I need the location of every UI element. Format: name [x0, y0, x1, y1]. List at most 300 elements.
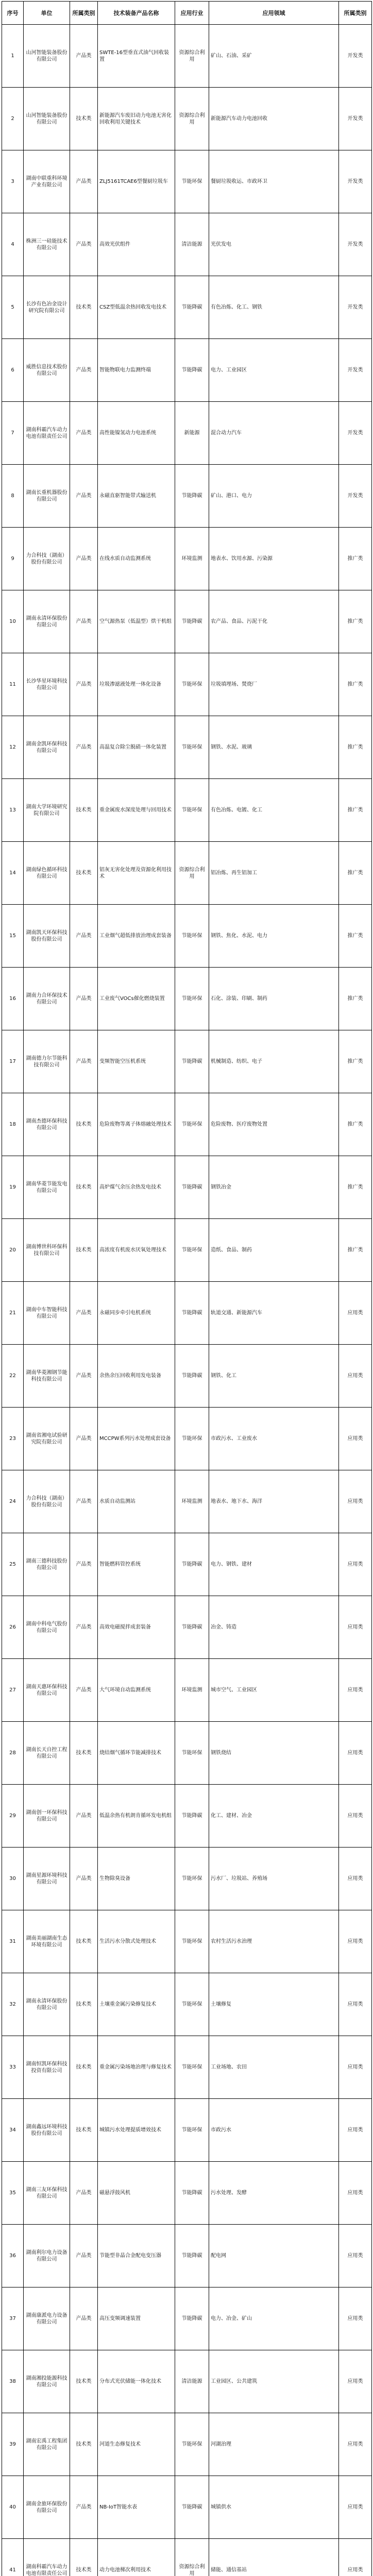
cell-category: 技术类	[70, 88, 98, 150]
table-row	[2, 905, 372, 968]
cell-field: 环境监测	[175, 1470, 209, 1533]
cell-category: 技术类	[70, 2099, 98, 2162]
cell-field: 资源综合利用	[175, 88, 209, 150]
table-row	[2, 1722, 372, 1785]
cell-field: 清洁能源	[175, 213, 209, 276]
cell-area: 机械制造、纺织、电子	[209, 1030, 339, 1093]
cell-category: 技术类	[70, 2036, 98, 2099]
cell-stage: 推广类	[339, 842, 372, 905]
cell-category: 产品类	[70, 2162, 98, 2225]
cell-name: 新能源汽车废旧动力电池无害化回收利用关键技术	[98, 88, 175, 150]
table-row	[2, 1282, 372, 1345]
cell-unit: 株洲三一硅能技术有限公司	[24, 213, 70, 276]
cell-unit: 湖南力合环保技术有限公司	[24, 968, 70, 1030]
cell-name: 高效电磁搅拌成套装备	[98, 1596, 175, 1659]
table-row	[2, 1345, 372, 1408]
header-category: 所属类别	[70, 2, 98, 25]
cell-name: 生活污水分散式处理技术	[98, 1910, 175, 1973]
cell-unit: 湖南永清环保股份有限公司	[24, 590, 70, 653]
cell-no: 39	[2, 2413, 24, 2476]
cell-stage: 推广类	[339, 968, 372, 1030]
cell-area: 污水处理、发酵	[209, 2162, 339, 2225]
cell-area: 光伏发电	[209, 213, 339, 276]
header-name: 技术装备产品名称	[98, 2, 175, 25]
table-row	[2, 1785, 372, 1848]
cell-field: 新能源	[175, 402, 209, 465]
cell-no: 3	[2, 150, 24, 213]
header-field: 应用行业	[175, 2, 209, 25]
cell-name: 磁悬浮鼓风机	[98, 2162, 175, 2225]
cell-name: 高压变频调速装置	[98, 2287, 175, 2350]
cell-unit: 湖南科霸汽车动力电池有限责任公司	[24, 2539, 70, 2576]
cell-field: 节能环保	[175, 779, 209, 842]
cell-no: 15	[2, 905, 24, 968]
cell-name: 土壤重金属污染修复技术	[98, 1973, 175, 2036]
cell-stage: 应用类	[339, 1722, 372, 1785]
cell-category: 产品类	[70, 2476, 98, 2539]
cell-stage: 开发类	[339, 339, 372, 402]
cell-stage: 应用类	[339, 2476, 372, 2539]
cell-category: 产品类	[70, 653, 98, 716]
cell-unit: 力合科技（湖南）股份有限公司	[24, 1470, 70, 1533]
cell-name: 智能物联电力监测终端	[98, 339, 175, 402]
table-row	[2, 1533, 372, 1596]
cell-stage: 应用类	[339, 1408, 372, 1470]
cell-field: 资源综合利用	[175, 25, 209, 88]
cell-area: 地表水、地下水、海洋	[209, 1470, 339, 1533]
cell-category: 产品类	[70, 1282, 98, 1345]
cell-stage: 应用类	[339, 1470, 372, 1533]
cell-no: 12	[2, 716, 24, 779]
cell-field: 节能降碳	[175, 2162, 209, 2225]
cell-stage: 推广类	[339, 716, 372, 779]
cell-field: 节能环保	[175, 653, 209, 716]
cell-field: 节能环保	[175, 2099, 209, 2162]
table-row	[2, 653, 372, 716]
cell-stage: 推广类	[339, 1030, 372, 1093]
cell-stage: 应用类	[339, 1848, 372, 1910]
table-row	[2, 968, 372, 1030]
table-row	[2, 1848, 372, 1910]
cell-category: 技术类	[70, 842, 98, 905]
cell-unit: 山河智能装备股份有限公司	[24, 88, 70, 150]
cell-field: 节能降碳	[175, 339, 209, 402]
cell-field: 节能环保	[175, 2036, 209, 2099]
cell-no: 25	[2, 1533, 24, 1596]
cell-unit: 威胜信息技术股份有限公司	[24, 339, 70, 402]
cell-name: 余热余压回收利用发电装备	[98, 1345, 175, 1408]
cell-no: 34	[2, 2099, 24, 2162]
cell-category: 技术类	[70, 1219, 98, 1282]
cell-name: 动力电池梯次利用技术	[98, 2539, 175, 2576]
cell-no: 33	[2, 2036, 24, 2099]
cell-category: 产品类	[70, 339, 98, 402]
cell-no: 32	[2, 1973, 24, 2036]
cell-name: ZLJ5161TCAE6型餐厨垃圾车	[98, 150, 175, 213]
cell-category: 产品类	[70, 716, 98, 779]
cell-category: 产品类	[70, 1408, 98, 1470]
cell-field: 资源综合利用	[175, 2539, 209, 2576]
table-row	[2, 2099, 372, 2162]
cell-name: 空气源热泵（低温型）烘干机组	[98, 590, 175, 653]
cell-field: 环境监测	[175, 528, 209, 590]
cell-no: 11	[2, 653, 24, 716]
equipment-table	[2, 1, 372, 2576]
cell-field: 节能环保	[175, 1722, 209, 1785]
cell-field: 节能环保	[175, 1093, 209, 1156]
cell-no: 8	[2, 465, 24, 528]
cell-category: 技术类	[70, 2350, 98, 2413]
cell-unit: 湖南绿色循环科技有限公司	[24, 842, 70, 905]
cell-unit: 湖南康派电力设备有限公司	[24, 2287, 70, 2350]
cell-stage: 推广类	[339, 590, 372, 653]
cell-name: 河道生态修复技术	[98, 2413, 175, 2476]
cell-name: 节能型非晶合金配电变压器	[98, 2225, 175, 2287]
cell-category: 产品类	[70, 2225, 98, 2287]
cell-no: 40	[2, 2476, 24, 2539]
cell-name: 重金属废水深度处理与回用技术	[98, 779, 175, 842]
cell-area: 钢铁烧结	[209, 1722, 339, 1785]
cell-unit: 湖南湘投能源科技有限公司	[24, 2350, 70, 2413]
cell-category: 产品类	[70, 1030, 98, 1093]
cell-unit: 长沙有色冶金设计研究院有限公司	[24, 276, 70, 339]
cell-name: 低温余热有机朗肯循环发电机组	[98, 1785, 175, 1848]
table-row	[2, 1659, 372, 1722]
cell-area: 市政污水、工业废水	[209, 1408, 339, 1470]
cell-unit: 湖南大学环境研究院有限公司	[24, 779, 70, 842]
cell-no: 28	[2, 1722, 24, 1785]
cell-stage: 应用类	[339, 1785, 372, 1848]
cell-field: 节能环保	[175, 1910, 209, 1973]
cell-unit: 湖南德力尔节能科技有限公司	[24, 1030, 70, 1093]
table-row	[2, 276, 372, 339]
cell-category: 技术类	[70, 1973, 98, 2036]
cell-area: 电力、冶金、矿山	[209, 2287, 339, 2350]
cell-category: 技术类	[70, 779, 98, 842]
cell-name: 高浓度有机废水厌氧处理技术	[98, 1219, 175, 1282]
cell-stage: 推广类	[339, 1093, 372, 1156]
cell-area: 轨道交通、新能源汽车	[209, 1282, 339, 1345]
cell-no: 21	[2, 1282, 24, 1345]
cell-no: 4	[2, 213, 24, 276]
cell-name: 水质自动监测站	[98, 1470, 175, 1533]
cell-stage: 开发类	[339, 276, 372, 339]
cell-area: 矿山、港口、电力	[209, 465, 339, 528]
cell-unit: 湖南宏禹工程集团有限公司	[24, 2413, 70, 2476]
cell-category: 产品类	[70, 590, 98, 653]
cell-unit: 湖南省湘电试验研究院有限公司	[24, 1408, 70, 1470]
cell-field: 节能环保	[175, 905, 209, 968]
cell-field: 节能降碳	[175, 1533, 209, 1596]
cell-category: 技术类	[70, 1722, 98, 1785]
table-row	[2, 590, 372, 653]
cell-field: 节能降碳	[175, 1030, 209, 1093]
cell-name: 高效光伏组件	[98, 213, 175, 276]
table-row	[2, 2539, 372, 2576]
cell-name: 铝灰无害化处理及资源化利用技术	[98, 842, 175, 905]
cell-area: 电力、钢铁、建材	[209, 1533, 339, 1596]
table-row	[2, 2413, 372, 2476]
cell-name: 在线水质自动监测系统	[98, 528, 175, 590]
cell-no: 24	[2, 1470, 24, 1533]
cell-area: 有色冶炼、化工、钢铁	[209, 276, 339, 339]
cell-area: 钢铁、化工	[209, 1345, 339, 1408]
cell-field: 节能降碳	[175, 2225, 209, 2287]
cell-area: 工业园区、公共建筑	[209, 2350, 339, 2413]
cell-unit: 湖南永清环保股份有限公司	[24, 1973, 70, 2036]
table-row	[2, 150, 372, 213]
cell-name: 工业烟气超低排放治理成套装备	[98, 905, 175, 968]
cell-no: 23	[2, 1408, 24, 1470]
cell-category: 产品类	[70, 1785, 98, 1848]
cell-unit: 湖南华菱节能发电有限公司	[24, 1156, 70, 1219]
cell-unit: 力合科技（湖南）股份有限公司	[24, 528, 70, 590]
cell-category: 产品类	[70, 905, 98, 968]
cell-area: 餐厨垃圾收运、市政环卫	[209, 150, 339, 213]
cell-category: 产品类	[70, 25, 98, 88]
table-row	[2, 88, 372, 150]
header-unit: 单位	[24, 2, 70, 25]
cell-name: 变频智能空压机系统	[98, 1030, 175, 1093]
cell-field: 节能降碳	[175, 2287, 209, 2350]
cell-name: NB-IoT智能水表	[98, 2476, 175, 2539]
cell-stage: 应用类	[339, 2350, 372, 2413]
cell-unit: 湖南华菱湘钢节能科技有限公司	[24, 1345, 70, 1408]
cell-stage: 开发类	[339, 465, 372, 528]
cell-name: SWTE-16型垂直式油气回收装置	[98, 25, 175, 88]
table-row	[2, 2225, 372, 2287]
cell-unit: 山河智能装备股份有限公司	[24, 25, 70, 88]
cell-area: 农村生活污水治理	[209, 1910, 339, 1973]
cell-name: 危险废物等离子体熔融处理技术	[98, 1093, 175, 1156]
table-row	[2, 1219, 372, 1282]
cell-unit: 长沙华星环境科技有限公司	[24, 653, 70, 716]
cell-no: 7	[2, 402, 24, 465]
table-row	[2, 465, 372, 528]
cell-unit: 湖南博世科环保科技有限公司	[24, 1219, 70, 1282]
cell-unit: 湖南创一环保科技有限公司	[24, 1785, 70, 1848]
cell-unit: 湖南天惠环保科技有限公司	[24, 1659, 70, 1722]
cell-category: 产品类	[70, 402, 98, 465]
cell-category: 产品类	[70, 213, 98, 276]
cell-area: 土壤修复	[209, 1973, 339, 2036]
cell-no: 26	[2, 1596, 24, 1659]
cell-name: 永磁直驱智能带式输送机	[98, 465, 175, 528]
cell-field: 资源综合利用	[175, 842, 209, 905]
cell-stage: 推广类	[339, 528, 372, 590]
cell-stage: 推广类	[339, 779, 372, 842]
cell-category: 产品类	[70, 1659, 98, 1722]
cell-area: 有色冶炼、电镀、化工	[209, 779, 339, 842]
table-row	[2, 339, 372, 402]
cell-name: CSZ型低温余热回收发电技术	[98, 276, 175, 339]
cell-name: MCCPW系列污水处理成套设备	[98, 1408, 175, 1470]
cell-no: 27	[2, 1659, 24, 1722]
cell-unit: 湖南中车智能科技有限公司	[24, 1282, 70, 1345]
cell-unit: 湖南三友环保科技有限公司	[24, 2162, 70, 2225]
cell-stage: 推广类	[339, 1219, 372, 1282]
cell-unit: 湖南中联重科环境产业有限公司	[24, 150, 70, 213]
cell-field: 环境监测	[175, 1659, 209, 1722]
table-row	[2, 1093, 372, 1156]
cell-stage: 应用类	[339, 1533, 372, 1596]
table-row	[2, 2476, 372, 2539]
cell-stage: 推广类	[339, 1156, 372, 1219]
cell-unit: 湖南科霸汽车动力电池有限责任公司	[24, 402, 70, 465]
cell-area: 新能源汽车动力电池回收	[209, 88, 339, 150]
cell-no: 41	[2, 2539, 24, 2576]
cell-stage: 应用类	[339, 1973, 372, 2036]
cell-stage: 应用类	[339, 2099, 372, 2162]
cell-name: 烧结烟气循环节能减排技术	[98, 1722, 175, 1785]
cell-field: 节能降碳	[175, 1596, 209, 1659]
cell-area: 钢铁、水泥、玻璃	[209, 716, 339, 779]
cell-area: 农产品、食品、污泥干化	[209, 590, 339, 653]
cell-category: 技术类	[70, 2413, 98, 2476]
cell-unit: 湖南鑫远环境科技股份有限公司	[24, 2099, 70, 2162]
cell-no: 31	[2, 1910, 24, 1973]
cell-unit: 湖南恒凯环保科技投资有限公司	[24, 2036, 70, 2099]
cell-unit: 湖南三德科技股份有限公司	[24, 1533, 70, 1596]
cell-no: 6	[2, 339, 24, 402]
table-row	[2, 2350, 372, 2413]
table-row	[2, 1408, 372, 1470]
cell-category: 产品类	[70, 1848, 98, 1910]
cell-unit: 湖南凯天环保科技股份有限公司	[24, 905, 70, 968]
cell-name: 高温复合除尘脱硝一体化装置	[98, 716, 175, 779]
cell-field: 节能环保	[175, 2413, 209, 2476]
cell-unit: 湖南星源环境科技有限公司	[24, 1848, 70, 1910]
cell-area: 钢铁冶金	[209, 1156, 339, 1219]
cell-name: 垃圾渗滤液处理一体化设备	[98, 653, 175, 716]
cell-field: 节能环保	[175, 150, 209, 213]
cell-stage: 开发类	[339, 213, 372, 276]
cell-no: 19	[2, 1156, 24, 1219]
cell-field: 节能降碳	[175, 1345, 209, 1408]
cell-no: 36	[2, 2225, 24, 2287]
cell-category: 技术类	[70, 1156, 98, 1219]
cell-field: 清洁能源	[175, 2350, 209, 2413]
cell-stage: 应用类	[339, 2036, 372, 2099]
cell-category: 产品类	[70, 465, 98, 528]
cell-field: 节能环保	[175, 1973, 209, 2036]
cell-stage: 应用类	[339, 2413, 372, 2476]
cell-stage: 应用类	[339, 2225, 372, 2287]
cell-stage: 应用类	[339, 1282, 372, 1345]
cell-stage: 应用类	[339, 2162, 372, 2225]
table-row	[2, 716, 372, 779]
table-row	[2, 528, 372, 590]
table-row	[2, 1973, 372, 2036]
cell-category: 技术类	[70, 1093, 98, 1156]
cell-name: 永磁同步牵引电机系统	[98, 1282, 175, 1345]
cell-unit: 湖南长天自控工程有限公司	[24, 1722, 70, 1785]
cell-area: 危险废物、医疗废物处置	[209, 1093, 339, 1156]
table-row	[2, 1470, 372, 1533]
cell-name: 重金属污染场地治理与修复技术	[98, 2036, 175, 2099]
cell-area: 造纸、食品、制药	[209, 1219, 339, 1282]
cell-area: 垃圾填埋场、焚烧厂	[209, 653, 339, 716]
cell-unit: 湖南杰德环保科技有限公司	[24, 1093, 70, 1156]
cell-category: 产品类	[70, 2287, 98, 2350]
cell-no: 17	[2, 1030, 24, 1093]
cell-area: 混合动力汽车	[209, 402, 339, 465]
cell-area: 矿山、石油、采矿	[209, 25, 339, 88]
cell-category: 产品类	[70, 528, 98, 590]
header-area: 应用领域	[209, 2, 339, 25]
cell-area: 钢铁、焦化、水泥、电力	[209, 905, 339, 968]
document-page	[0, 1, 373, 2576]
cell-category: 技术类	[70, 1910, 98, 1973]
table-row	[2, 779, 372, 842]
cell-category: 产品类	[70, 1345, 98, 1408]
cell-area: 石化、涂装、印刷、制药	[209, 968, 339, 1030]
cell-field: 节能环保	[175, 1848, 209, 1910]
cell-no: 22	[2, 1345, 24, 1408]
cell-field: 节能降碳	[175, 590, 209, 653]
cell-unit: 湖南利尔电力设备有限公司	[24, 2225, 70, 2287]
cell-no: 35	[2, 2162, 24, 2225]
cell-stage: 应用类	[339, 1596, 372, 1659]
cell-field: 节能降碳	[175, 1785, 209, 1848]
table-row	[2, 1910, 372, 1973]
cell-field: 节能环保	[175, 1219, 209, 1282]
cell-no: 9	[2, 528, 24, 590]
cell-category: 产品类	[70, 1470, 98, 1533]
cell-no: 30	[2, 1848, 24, 1910]
cell-no: 18	[2, 1093, 24, 1156]
cell-category: 产品类	[70, 1596, 98, 1659]
cell-name: 分布式光伏储能一体化技术	[98, 2350, 175, 2413]
cell-no: 37	[2, 2287, 24, 2350]
cell-no: 14	[2, 842, 24, 905]
cell-area: 冶金、铸造	[209, 1596, 339, 1659]
cell-name: 高性能镍氢动力电池系统	[98, 402, 175, 465]
table-row	[2, 1156, 372, 1219]
table-row	[2, 2162, 372, 2225]
cell-field: 节能降碳	[175, 465, 209, 528]
table-row	[2, 402, 372, 465]
cell-name: 城镇污水处理提质增效技术	[98, 2099, 175, 2162]
cell-unit: 湖南中科电气股份有限公司	[24, 1596, 70, 1659]
cell-no: 2	[2, 88, 24, 150]
cell-name: 工业废气VOCs催化燃烧装置	[98, 968, 175, 1030]
cell-area: 城市空气、工业园区	[209, 1659, 339, 1722]
cell-unit: 湖南金凯环保科技有限公司	[24, 716, 70, 779]
cell-field: 节能环保	[175, 968, 209, 1030]
header-no: 序号	[2, 2, 24, 25]
cell-area: 储能、通信基站	[209, 2539, 339, 2576]
cell-area: 城镇供水	[209, 2476, 339, 2539]
table-row	[2, 2287, 372, 2350]
table-row	[2, 1030, 372, 1093]
cell-stage: 开发类	[339, 25, 372, 88]
cell-area: 化工、建材、冶金	[209, 1785, 339, 1848]
cell-unit: 湖南美丽湖南生态环境有限公司	[24, 1910, 70, 1973]
cell-field: 节能降碳	[175, 1156, 209, 1219]
cell-no: 5	[2, 276, 24, 339]
cell-name: 大气环境自动监测系统	[98, 1659, 175, 1722]
cell-stage: 开发类	[339, 88, 372, 150]
cell-area: 河湖治理	[209, 2413, 339, 2476]
cell-category: 技术类	[70, 276, 98, 339]
cell-area: 工业场地、农田	[209, 2036, 339, 2099]
cell-no: 29	[2, 1785, 24, 1848]
cell-stage: 推广类	[339, 653, 372, 716]
cell-category: 产品类	[70, 1533, 98, 1596]
cell-field: 节能降碳	[175, 2476, 209, 2539]
table-row	[2, 25, 372, 88]
